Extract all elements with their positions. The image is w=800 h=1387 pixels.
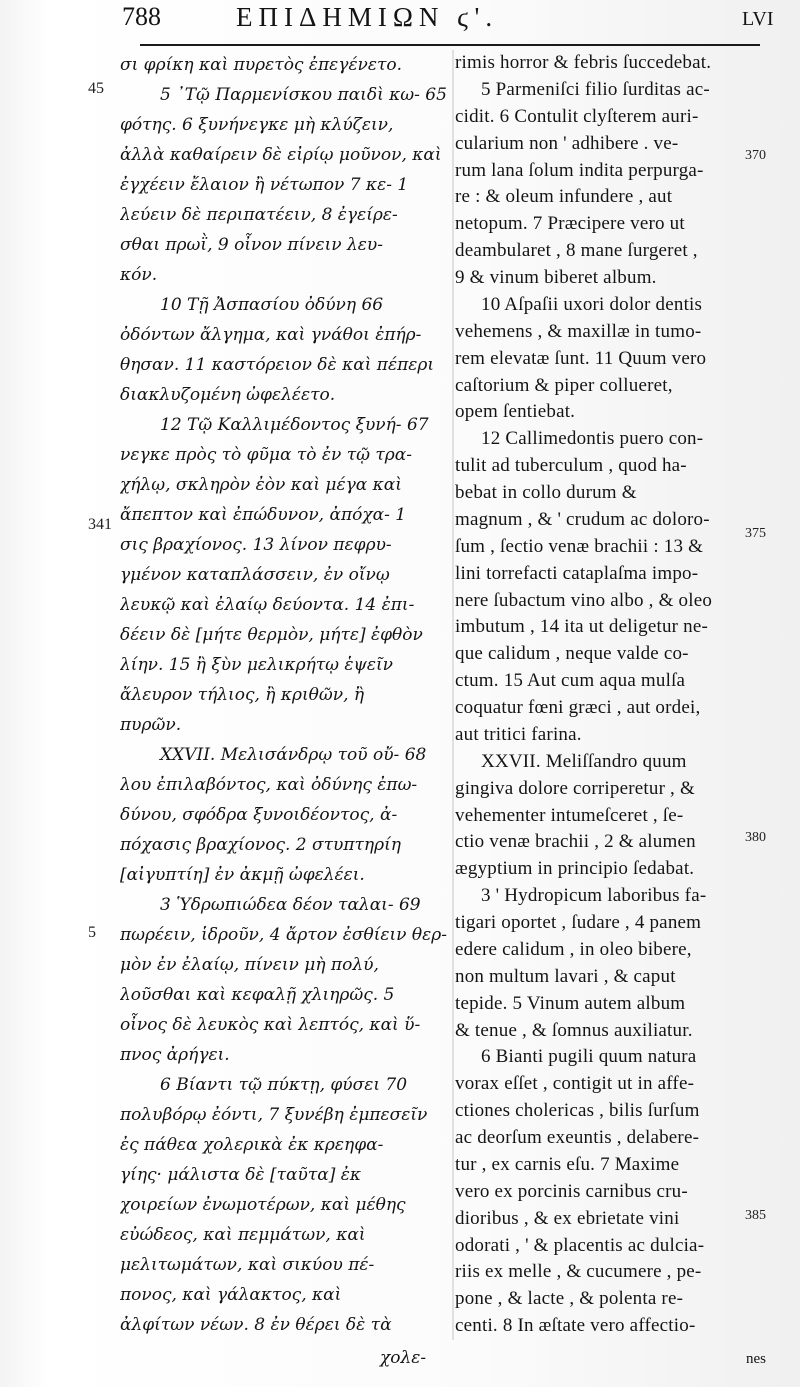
latin-text-line: 5 Parmeniſci filio ſurditas ac- xyxy=(481,78,710,100)
latin-text-line: aut tritici farina. xyxy=(455,723,582,745)
greek-text-line: χοιρείων ἐνωμοτέρων, καὶ μέθης xyxy=(120,1195,406,1215)
greek-text-line: λευκῷ καὶ ἐλαίῳ δεύοντα. 14 ἐπι- xyxy=(120,595,415,615)
margin-number-left: 45 xyxy=(88,80,104,97)
greek-text-line: 5 ᾿Τῷ Παρμενίσκου παιδὶ κω- 65 xyxy=(160,85,447,105)
greek-text-line: νεγκε πρὸς τὸ φῦμα τὸ ἐν τῷ τρα- xyxy=(120,445,413,465)
latin-text-line: lini torrefacti cataplaſma impo- xyxy=(455,562,699,584)
greek-text-line: ἐς πάθεα χολερικὰ ἐκ κρεηφα- xyxy=(120,1135,384,1155)
latin-text-line: coquatur fœni græci , aut ordei, xyxy=(455,697,701,718)
latin-text-line: cularium non ' adhibere . ve- xyxy=(455,132,679,154)
latin-text-line: odorati , ' & placentis ac dulcia- xyxy=(455,1234,705,1256)
latin-text-line: non multum lavari , & caput xyxy=(455,965,676,987)
latin-text-line: imbutum , 14 ita ut deligetur ne- xyxy=(455,616,709,638)
latin-text-line: magnum , & ' crudum ac doloro- xyxy=(455,508,710,530)
greek-text-line: κόν. xyxy=(120,265,158,285)
greek-text-line: 12 Τῷ Καλλιμέδοντος ξυνή- 67 xyxy=(160,415,429,435)
column-gutter xyxy=(452,50,454,1340)
greek-text-line: δύνου, σφόδρα ξυνοιδέοντος, ἀ- xyxy=(120,805,398,825)
latin-text-line: ſum , ſectio venæ brachii : 13 & xyxy=(455,535,704,557)
greek-text-line: μὸν ἐν ἐλαίῳ, πίνειν μὴ πολύ, xyxy=(120,955,379,975)
greek-catchword: χολε- xyxy=(380,1348,427,1368)
latin-text-line: 9 & vinum biberet album. xyxy=(455,267,657,288)
latin-text-line: ctiones cholericas , bilis ſurſum xyxy=(455,1100,700,1122)
margin-number-left: 341 xyxy=(88,516,112,533)
latin-text-line: re : & oleum infundere , aut xyxy=(455,186,673,208)
greek-text-line: εὐώδεος, καὶ πεμμάτων, καὶ xyxy=(120,1225,366,1245)
latin-text-line: centi. 8 In æſtate vero affectio- xyxy=(455,1315,696,1337)
signature-mark: LVI xyxy=(742,8,774,30)
greek-text-line: ἐγχέειν ἔλαιον ἢ νέτωπον 7 κε- 1 xyxy=(120,175,409,195)
greek-text-line: ἀλλὰ καθαίρειν δὲ εἰρίῳ μοῦνον, καὶ xyxy=(120,145,442,165)
latin-text-line: deambularet , 8 mane ſurgeret , xyxy=(455,240,698,262)
latin-text-line: vehemens , & maxillæ in tumo- xyxy=(455,320,702,342)
margin-number-right: 385 xyxy=(745,1208,766,1223)
greek-text-line: φότης. 6 ξυνήνεγκε μὴ κλύζειν, xyxy=(120,115,394,135)
latin-text-line: cidit. 6 Contulit clyſterem auri- xyxy=(455,105,699,127)
greek-text-line: σι φρίκη καὶ πυρετὸς ἐπεγένετο. xyxy=(120,55,403,75)
latin-text-line: 12 Callimedontis puero con- xyxy=(481,428,704,450)
latin-text-line: tur , ex carnis eſu. 7 Maxime xyxy=(455,1153,680,1175)
page-header xyxy=(0,2,800,42)
page-number: 788 xyxy=(122,2,161,31)
greek-text-line: διακλυζομένη ὠφελέετο. xyxy=(120,385,336,405)
margin-number-right: 380 xyxy=(745,830,766,845)
greek-text-line: ἄπεπτον καὶ ἐπώδυνον, ἀπόχα- 1 xyxy=(120,505,407,525)
greek-text-line: πωρέειν, ἱδροῦν, 4 ἄρτον ἐσθίειν θερ- xyxy=(120,925,448,945)
latin-text-line: tulit ad tuberculum , quod ha- xyxy=(455,455,687,477)
latin-text-line: riis ex melle , & cucumere , pe- xyxy=(455,1261,702,1283)
latin-text-line: ac deorſum exeuntis , delabere- xyxy=(455,1127,700,1148)
greek-text-line: θησαν. 11 καστόρειον δὲ καὶ πέπερι xyxy=(120,355,435,375)
margin-number-left: 5 xyxy=(88,924,96,941)
greek-text-line: γμένον καταπλάσσειν, ἐν οἴνῳ xyxy=(120,565,390,585)
latin-text-line: tigari oportet , ſudare , 4 panem xyxy=(455,912,702,933)
greek-text-line: ἀλφίτων νέων. 8 ἐν θέρει δὲ τὰ xyxy=(120,1315,392,1335)
latin-text-line: edere calidum , in oleo bibere, xyxy=(455,938,692,960)
greek-text-line: λεύειν δὲ περιπατέειν, 8 ἐγείρε- xyxy=(120,205,398,225)
running-head: ΕΠΙΔΗΜΙΩΝ ϛ'. xyxy=(236,2,499,32)
latin-text-line: nere ſubactum vino albo , & oleo xyxy=(455,589,713,611)
greek-text-line: 6 Βίαντι τῷ πύκτῃ, φύσει 70 xyxy=(160,1075,408,1095)
greek-text-line: ἄλευρον τήλιος, ἢ κριθῶν, ἢ xyxy=(120,685,365,705)
latin-text-line: rum lana ſolum indita perpurga- xyxy=(455,159,704,181)
greek-column xyxy=(120,50,450,1340)
greek-text-line: δέειν δὲ [μήτε θερμὸν, μήτε] ἐφθὸν xyxy=(120,625,423,645)
greek-text-line: σις βραχίονος. 13 λίνον πεφρυ- xyxy=(120,535,392,555)
margin-number-right: 375 xyxy=(745,526,766,541)
greek-text-line: πονος, καὶ γάλακτος, καὶ xyxy=(120,1285,342,1305)
latin-text-line: vero ex porcinis carnibus cru- xyxy=(455,1180,688,1202)
latin-text-line: dioribus , & ex ebrietate vini xyxy=(455,1207,680,1229)
greek-text-line: 3 Ὑδρωπιώδεα δέον ταλαι- 69 xyxy=(160,895,421,915)
greek-text-line: XXVII. Μελισάνδρῳ τοῦ οὔ- 68 xyxy=(160,745,427,765)
latin-text-line: bebat in collo durum & xyxy=(455,482,637,503)
greek-text-line: πόχασις βραχίονος. 2 στυπτηρίη xyxy=(120,835,401,855)
latin-text-line: gingiva dolore corriperetur , & xyxy=(455,777,695,799)
latin-text-line: 6 Bianti pugili quum natura xyxy=(481,1046,697,1068)
latin-text-line: 10 Aſpaſii uxori dolor dentis xyxy=(481,293,703,315)
latin-text-line: ægyptium in principio ſedabat. xyxy=(455,858,695,880)
latin-text-line: rem elevatæ ſunt. 11 Quum vero xyxy=(455,347,707,369)
greek-text-line: ὀδόντων ἄλγημα, καὶ γνάθοι ἐπήρ- xyxy=(120,325,422,345)
greek-text-line: σθαι πρωῒ, 9 οἶνον πίνειν λευ- xyxy=(120,235,383,255)
greek-text-line: χήλῳ, σκληρὸν ἐὸν καὶ μέγα καὶ xyxy=(120,475,402,495)
latin-text-line: que calidum , neque valde co- xyxy=(455,643,689,665)
latin-text-line: rimis horror & febris ſuccedebat. xyxy=(455,52,712,73)
margin-number-right: 370 xyxy=(745,148,766,163)
latin-text-line: ctum. 15 Aut cum aqua mulſa xyxy=(455,670,686,692)
greek-text-line: οἶνος δὲ λευκὸς καὶ λεπτός, καὶ ὕ- xyxy=(120,1015,421,1035)
latin-text-line: vorax eſſet , contigit ut in affe- xyxy=(455,1073,695,1095)
latin-text-line: pone , & lacte , & polenta re- xyxy=(455,1288,684,1310)
header-rule xyxy=(140,44,760,46)
latin-text-line: 3 ' Hydropicum laboribus fa- xyxy=(481,885,707,907)
latin-text-line: caſtorium & piper collueret, xyxy=(455,374,673,396)
latin-text-line: netopum. 7 Præcipere vero ut xyxy=(455,213,685,235)
greek-text-line: πνος ἀρήγει. xyxy=(120,1045,230,1065)
greek-text-line: [αἰγυπτίη] ἐν ἀκμῇ ὠφελέει. xyxy=(120,865,365,885)
greek-text-line: 10 Τῇ Ἀσπασίου ὀδύνη 66 xyxy=(160,295,384,315)
latin-text-line: XXVII. Meliſſandro quum xyxy=(481,750,687,772)
latin-text-line: vehementer intumeſceret , ſe- xyxy=(455,804,684,826)
latin-text-line: ctio venæ brachii , 2 & alumen xyxy=(455,831,696,853)
greek-text-line: λίην. 15 ἢ ξὺν μελικρήτῳ ἑψεῖν xyxy=(120,655,394,675)
greek-text-line: λοῦσθαι καὶ κεφαλῇ χλιηρῶς. 5 xyxy=(120,985,395,1005)
greek-text-line: πολυβόρῳ ἐόντι, 7 ξυνέβη ἐμπεσεῖν xyxy=(120,1105,428,1125)
latin-text-line: opem ſentiebat. xyxy=(455,401,576,423)
greek-text-line: πυρῶν. xyxy=(120,715,182,735)
greek-text-line: γίης· μάλιστα δὲ [ταῦτα] ἐκ xyxy=(120,1165,362,1185)
greek-text-line: λου ἐπιλαβόντος, καὶ ὀδύνης ἐπω- xyxy=(120,775,418,795)
latin-text-line: & tenue , & ſomnus auxiliatur. xyxy=(455,1019,693,1041)
latin-catchword: nes xyxy=(746,1351,766,1367)
greek-text-line: μελιτωμάτων, καὶ σικύου πέ- xyxy=(120,1255,375,1275)
latin-column xyxy=(455,50,775,1340)
latin-text-line: tepide. 5 Vinum autem album xyxy=(455,992,686,1014)
